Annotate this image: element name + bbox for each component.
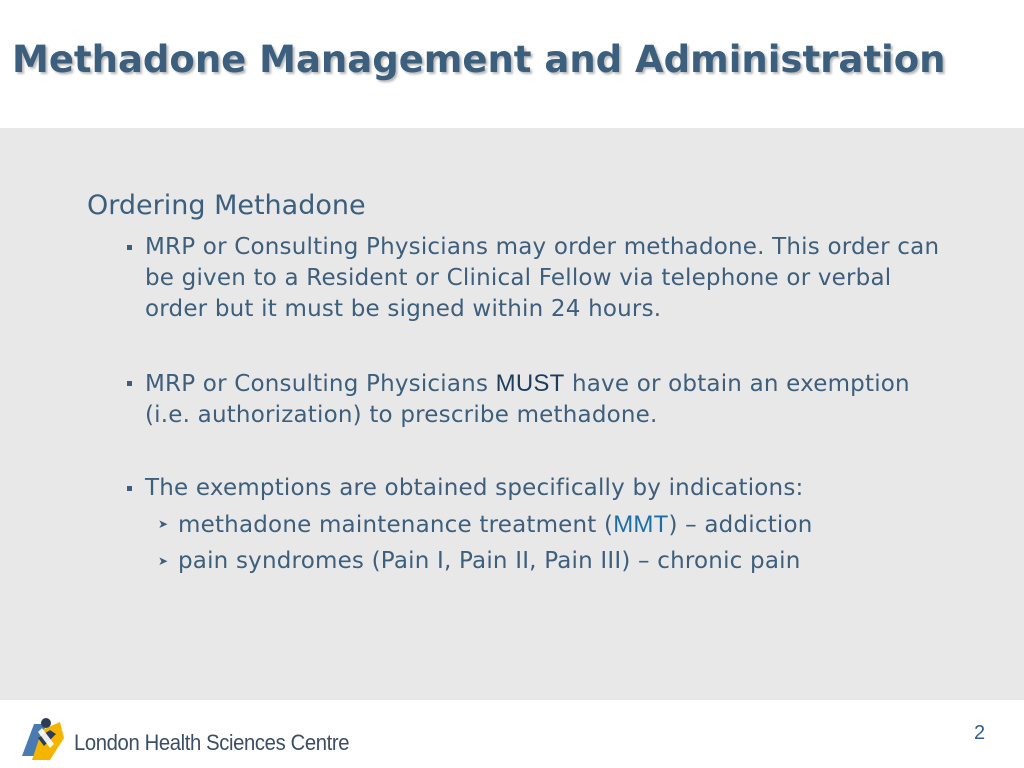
bullet-text-before: MRP or Consulting Physicians bbox=[145, 371, 496, 397]
sub-bullet-text: pain syndromes (Pain I, Pain II, Pain III) – chronic pain bbox=[178, 548, 801, 574]
title-bar bbox=[0, 0, 1024, 128]
bullet-text: The exemptions are obtained specifically by indications: bbox=[145, 475, 804, 501]
bullet-item bbox=[145, 232, 955, 325]
slide-title: Methadone Management and Administration bbox=[12, 38, 946, 81]
bullet-text-after: have or obtain an exemption (i.e. authorization) to prescribe methadone. bbox=[145, 371, 910, 428]
square-bullet-icon bbox=[127, 381, 132, 386]
bullet-item bbox=[145, 473, 955, 504]
section-heading: Ordering Methadone bbox=[87, 190, 366, 221]
sub-bullet-item bbox=[158, 546, 801, 577]
lhsc-logo-icon bbox=[20, 716, 66, 762]
page-number: 2 bbox=[974, 722, 986, 744]
sub-bullet-text-before: methadone maintenance treatment ( bbox=[178, 512, 614, 538]
square-bullet-icon bbox=[127, 486, 132, 491]
organization-name: London Health Sciences Centre bbox=[74, 730, 350, 755]
emphasis-mmt: MMT bbox=[613, 511, 669, 538]
square-bullet-icon bbox=[127, 245, 132, 250]
emphasis-must: MUST bbox=[495, 370, 565, 397]
arrow-bullet-icon: ➤ bbox=[158, 554, 169, 568]
footer bbox=[0, 700, 1024, 768]
bullet-item bbox=[145, 368, 955, 431]
sub-bullet-item bbox=[158, 509, 813, 541]
arrow-bullet-icon: ➤ bbox=[158, 517, 169, 531]
content-area bbox=[0, 128, 1024, 700]
bullet-text: MRP or Consulting Physicians may order methadone. This order can be given to a Resident or Clinical Fellow via telephone or verbal order but it must be signed within 24 hours. bbox=[145, 234, 940, 322]
sub-bullet-text-after: ) – addiction bbox=[668, 512, 813, 538]
